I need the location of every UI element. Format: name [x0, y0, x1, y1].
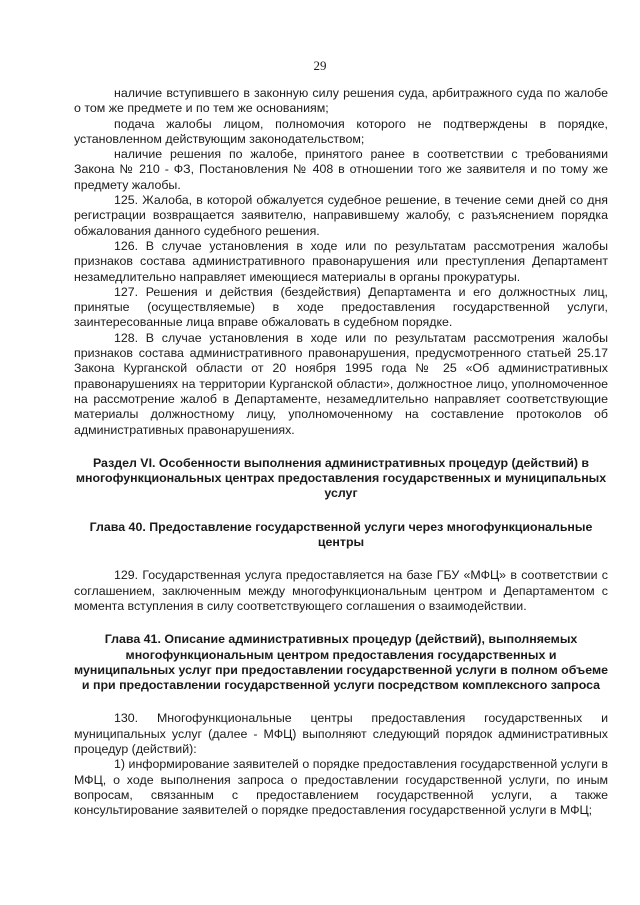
paragraph: подача жалобы лицом, полномочия которого не подтверждены в порядке, установленном действующим законодательством; [74, 116, 608, 146]
section-heading: Раздел VI. Особенности выполнения административных процедур (действий) в многофункциональных центрах предоставления государственных и муниципальных услуг [75, 455, 607, 501]
chapter-41-heading: Глава 41. Описание административных процедур (действий), выполняемых многофункциональным центром предоставления государственных и муниципальных услуг при предоставлении государственной услуги в полном объеме и при предоставлении государственной услуги посредством комплексного запроса [74, 632, 608, 693]
paragraph: наличие вступившего в законную силу решения суда, арбитражного суда по жалобе о том же предмете и по тем же основаниям; [74, 86, 608, 116]
paragraph: 127. Решения и действия (бездействия) Департамента и его должностных лиц, принятые (осуществляемые) в ходе предоставления государственной услуги, заинтересованные лица вправе обжаловать в судебном порядке. [74, 284, 608, 330]
paragraph-130: 130. Многофункциональные центры предоставления государственных и муниципальных услуг (далее - МФЦ) выполняют следующий порядок административных процедур (действий): [74, 711, 608, 756]
paragraph-129: 129. Государственная услуга предоставляется на базе ГБУ «МФЦ» в соответствии с соглашением, заключенным между многофункциональным центром и Департаментом с момента вступления в силу соответствующего соглашения о взаимодействии. [74, 568, 608, 613]
paragraph: 128. В случае установления в ходе или по результатам рассмотрения жалобы признаков состава административного правонарушения, предусмотренного статьей 25.17 Закона Курганской области от 20 ноября 1995 года № 25 «Об административных правонарушениях на территории Курганской области», должностное лицо, уполномоченное на рассмотрение жалоб в Департаменте, незамедлительно направляет соответствующие материалы должностному лицу, уполномоченному на составление протоколов об административных правонарушениях. [74, 330, 608, 437]
chapter-40-heading: Глава 40. Предоставление государственной услуги через многофункциональные центры [89, 519, 593, 550]
list-item-1: 1) информирование заявителей о порядке предоставления государственной услуги в МФЦ, о ходе выполнения запроса о предоставлении государственной услуги, по иным вопросам, связанным с предоставлением государственной услуги, а также консультирование заявителей о порядке предоставления государственной услуги в МФЦ; [74, 757, 608, 818]
document-body [74, 86, 608, 818]
paragraph: 126. В случае установления в ходе или по результатам рассмотрения жалобы признаков состава административного правонарушения или преступления Департамент незамедлительно направляет имеющиеся материалы в органы прокуратуры. [74, 238, 608, 284]
paragraph: наличие решения по жалобе, принятого ранее в соответствии с требованиями Закона № 210 - ФЗ, Постановления № 408 в отношении того же заявителя и по тому же предмету жалобы. [74, 147, 608, 192]
page-number: 29 [313, 58, 327, 73]
paragraph: 125. Жалоба, в которой обжалуется судебное решение, в течение семи дней со дня регистрации возвращается заявителю, направившему жалобу, с разъяснением порядка обжалования данного судебного решения. [74, 193, 608, 238]
